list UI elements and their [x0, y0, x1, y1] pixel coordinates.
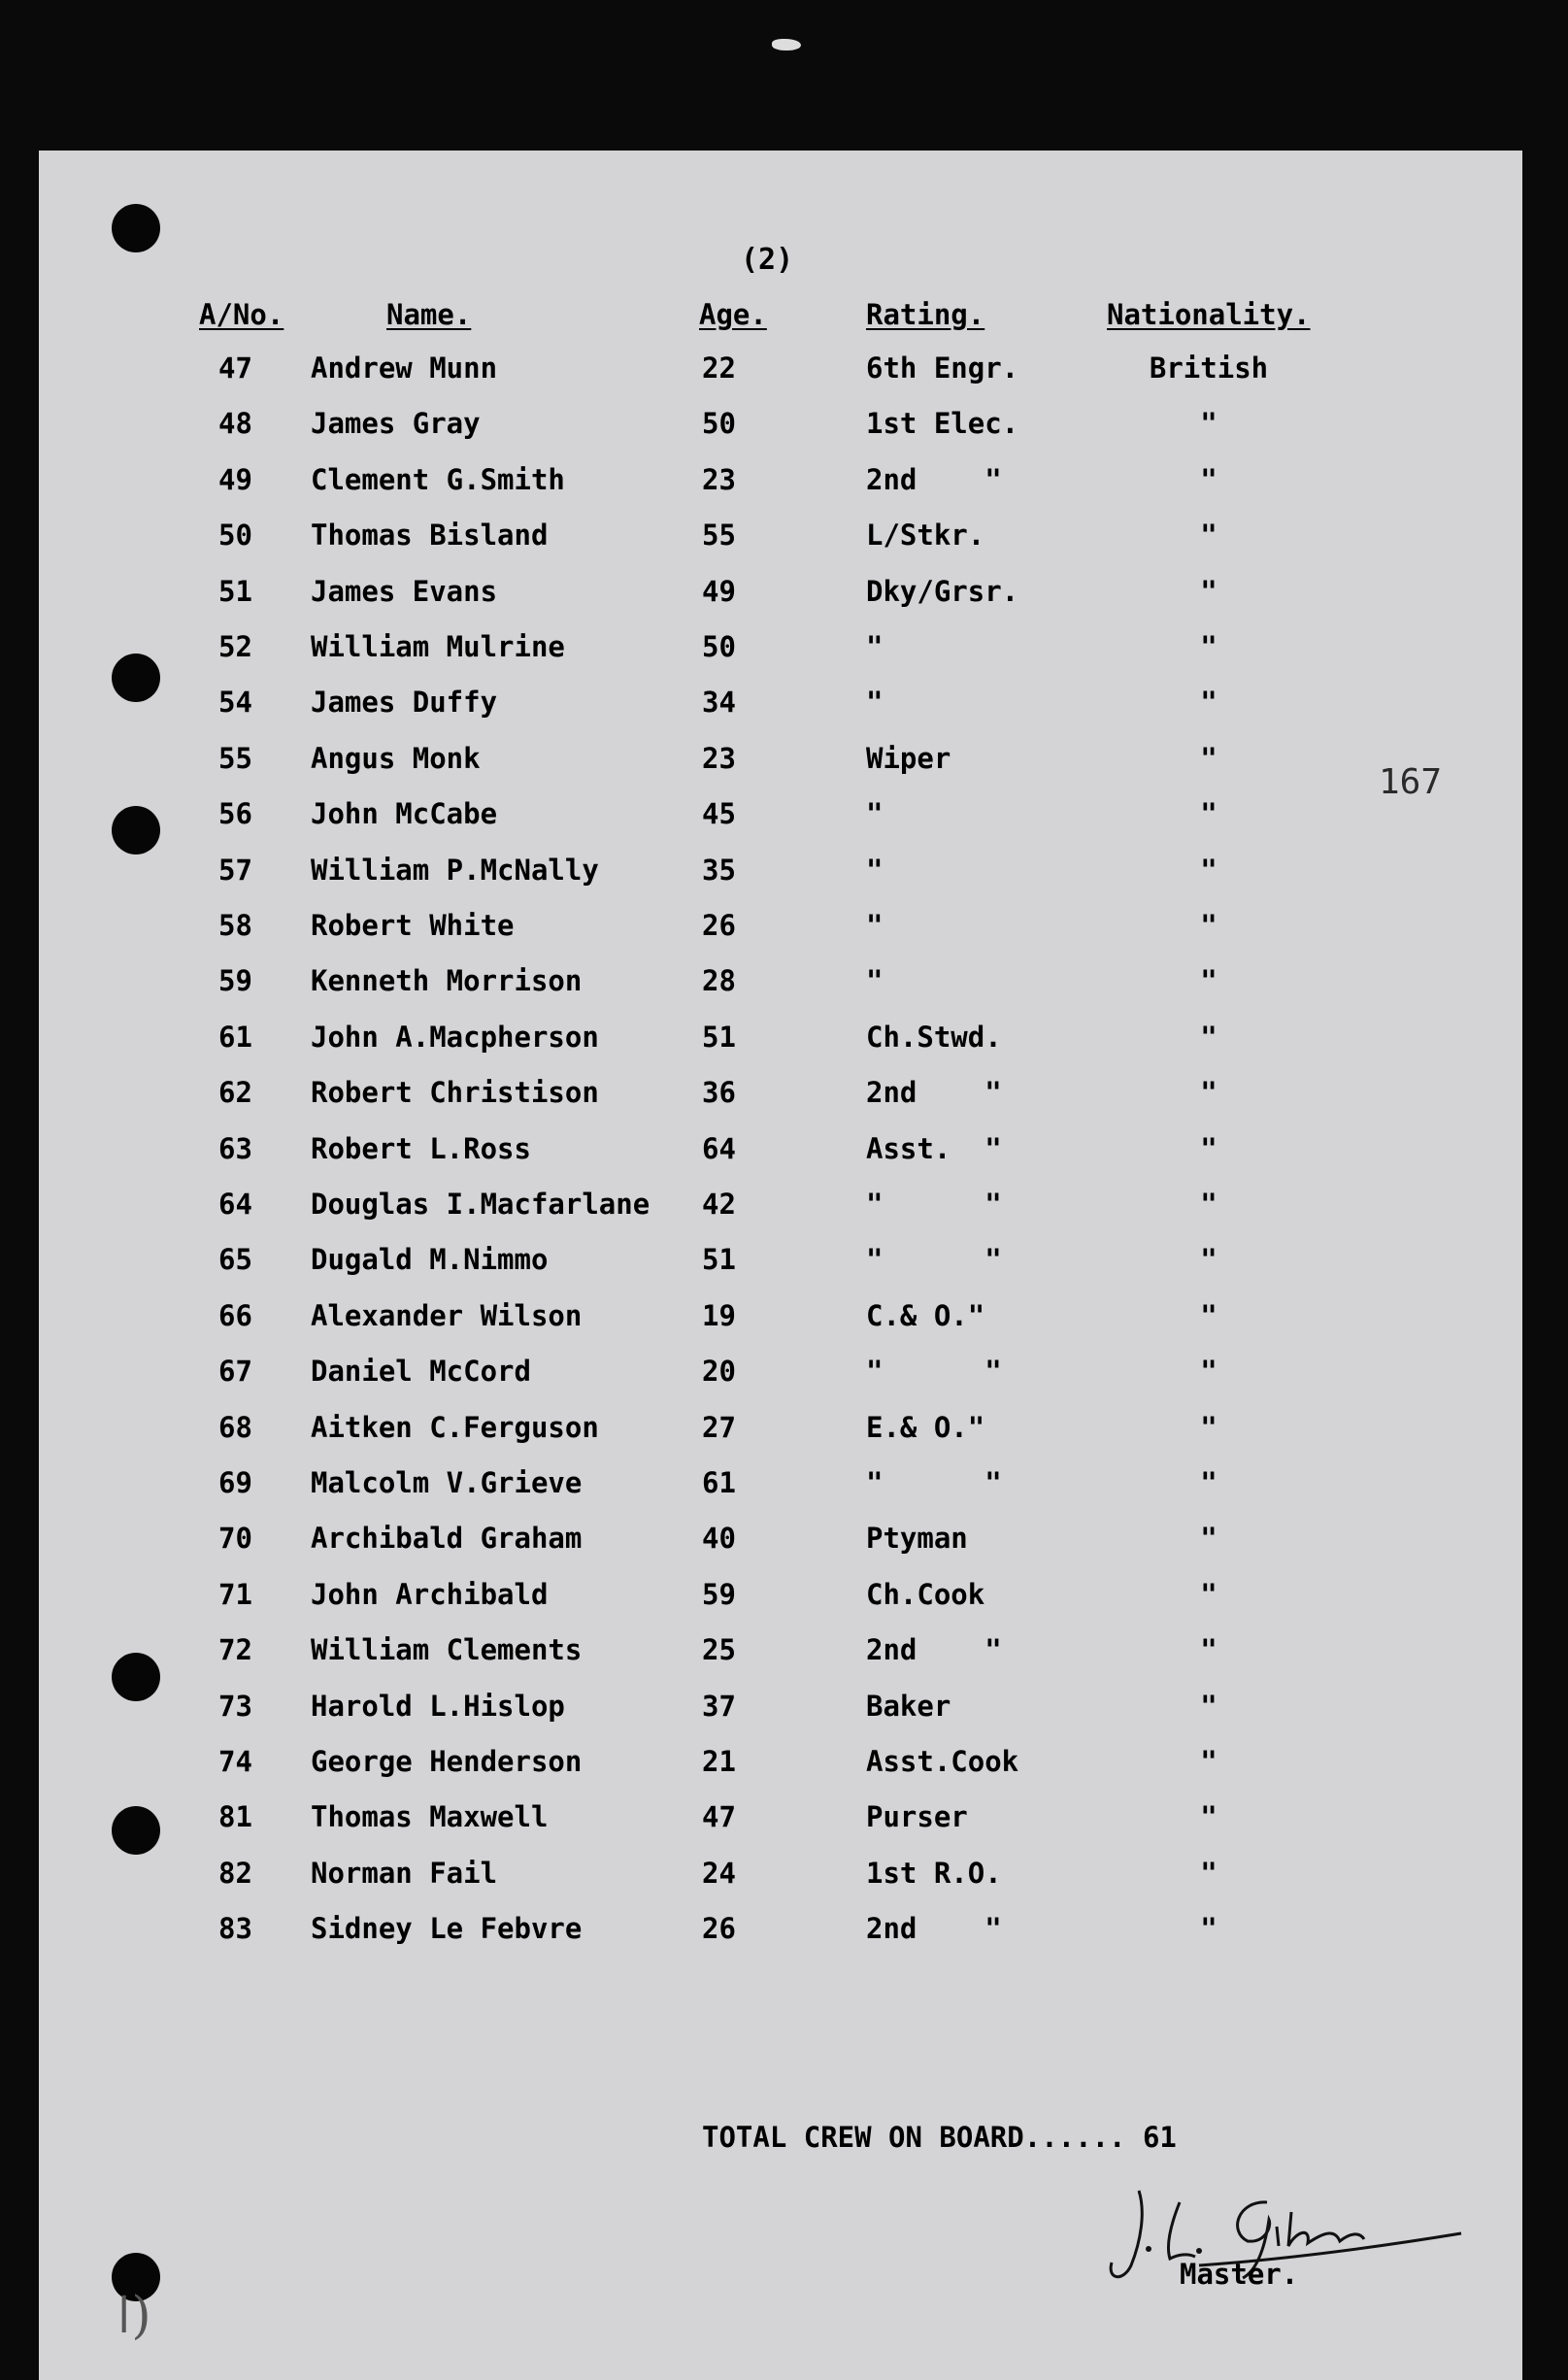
crew-rating: "	[866, 686, 884, 720]
crew-number: 64	[218, 1188, 252, 1221]
crew-name: Clement G.Smith	[311, 462, 565, 496]
table-row	[0, 686, 1568, 724]
crew-age: 37	[702, 1689, 736, 1723]
crew-rating: L/Stkr.	[866, 519, 985, 553]
crew-age: 26	[702, 1912, 736, 1946]
page-number: (2)	[741, 243, 794, 277]
crew-age: 26	[702, 909, 736, 942]
crew-number: 57	[218, 853, 252, 887]
table-row	[0, 1299, 1568, 1338]
crew-age: 19	[702, 1298, 736, 1332]
crew-age: 45	[702, 797, 736, 831]
crew-nationality: "	[1200, 853, 1218, 887]
corner-mark: ǀ)	[117, 2287, 151, 2345]
crew-age: 22	[702, 352, 736, 385]
crew-number: 52	[218, 630, 252, 663]
crew-nationality: "	[1200, 519, 1218, 553]
table-row	[0, 352, 1568, 390]
table-row	[0, 1857, 1568, 1895]
crew-number: 55	[218, 741, 252, 775]
crew-rating: " "	[866, 1188, 1002, 1221]
table-row	[0, 1355, 1568, 1393]
crew-rating: 1st Elec.	[866, 407, 1019, 441]
crew-rating: C.& O."	[866, 1298, 985, 1332]
crew-name: Angus Monk	[311, 741, 481, 775]
crew-number: 69	[218, 1466, 252, 1499]
crew-number: 51	[218, 574, 252, 608]
crew-nationality: "	[1200, 1912, 1218, 1946]
crew-number: 56	[218, 797, 252, 831]
table-row	[0, 964, 1568, 1003]
crew-nationality: "	[1200, 686, 1218, 720]
crew-nationality: "	[1200, 1633, 1218, 1667]
crew-age: 27	[702, 1410, 736, 1444]
crew-age: 51	[702, 1243, 736, 1277]
crew-nationality: "	[1200, 1410, 1218, 1444]
table-row	[0, 797, 1568, 836]
crew-name: Norman Fail	[311, 1856, 498, 1890]
crew-age: 24	[702, 1856, 736, 1890]
table-row	[0, 1800, 1568, 1839]
crew-nationality: "	[1200, 741, 1218, 775]
crew-name: Robert White	[311, 909, 515, 942]
table-row	[0, 1411, 1568, 1450]
crew-number: 73	[218, 1689, 252, 1723]
crew-age: 20	[702, 1355, 736, 1389]
crew-number: 74	[218, 1745, 252, 1778]
crew-nationality: "	[1200, 1131, 1218, 1165]
crew-number: 66	[218, 1298, 252, 1332]
crew-rating: Ch.Cook	[866, 1577, 985, 1611]
crew-nationality: "	[1200, 574, 1218, 608]
crew-name: John A.Macpherson	[311, 1020, 599, 1054]
table-row	[0, 1466, 1568, 1505]
crew-rating: " "	[866, 1355, 1002, 1389]
crew-name: Thomas Bisland	[311, 519, 549, 553]
crew-nationality: "	[1200, 1522, 1218, 1556]
table-row	[0, 854, 1568, 892]
crew-name: Alexander Wilson	[311, 1298, 583, 1332]
crew-name: Robert L.Ross	[311, 1131, 531, 1165]
crew-number: 59	[218, 964, 252, 998]
crew-nationality: "	[1200, 1800, 1218, 1834]
table-row	[0, 1578, 1568, 1617]
crew-age: 55	[702, 519, 736, 553]
total-crew: TOTAL CREW ON BOARD...... 61	[702, 2121, 1177, 2154]
crew-number: 48	[218, 407, 252, 441]
crew-number: 82	[218, 1856, 252, 1890]
crew-number: 49	[218, 462, 252, 496]
crew-nationality: "	[1200, 909, 1218, 942]
crew-name: Dugald M.Nimmo	[311, 1243, 549, 1277]
table-row	[0, 1188, 1568, 1226]
crew-name: William Clements	[311, 1633, 583, 1667]
crew-rating: 1st R.O.	[866, 1856, 1002, 1890]
crew-age: 25	[702, 1633, 736, 1667]
crew-name: John McCabe	[311, 797, 498, 831]
crew-age: 28	[702, 964, 736, 998]
crew-age: 61	[702, 1466, 736, 1499]
crew-nationality: "	[1200, 1243, 1218, 1277]
header-rating: Rating.	[866, 298, 985, 331]
crew-nationality: "	[1200, 1856, 1218, 1890]
crew-age: 40	[702, 1522, 736, 1556]
crew-name: Malcolm V.Grieve	[311, 1466, 583, 1499]
crew-age: 42	[702, 1188, 736, 1221]
crew-number: 71	[218, 1577, 252, 1611]
crew-name: William Mulrine	[311, 630, 565, 663]
crew-number: 58	[218, 909, 252, 942]
table-row	[0, 519, 1568, 557]
crew-rating: Dky/Grsr.	[866, 574, 1019, 608]
crew-nationality: "	[1200, 407, 1218, 441]
crew-name: James Gray	[311, 407, 481, 441]
crew-name: Thomas Maxwell	[311, 1800, 549, 1834]
crew-number: 68	[218, 1410, 252, 1444]
crew-nationality: British	[1149, 352, 1269, 385]
crew-number: 67	[218, 1355, 252, 1389]
crew-name: Daniel McCord	[311, 1355, 531, 1389]
crew-name: James Duffy	[311, 686, 498, 720]
crew-name: Archibald Graham	[311, 1522, 583, 1556]
crew-rating: Asst. "	[866, 1131, 1002, 1165]
crew-number: 61	[218, 1020, 252, 1054]
crew-number: 81	[218, 1800, 252, 1834]
header-age: Age.	[699, 298, 767, 331]
crew-rating: 6th Engr.	[866, 352, 1019, 385]
table-row	[0, 1690, 1568, 1728]
table-row	[0, 1522, 1568, 1560]
crew-number: 50	[218, 519, 252, 553]
table-header	[0, 298, 1568, 337]
crew-number: 62	[218, 1076, 252, 1110]
crew-age: 64	[702, 1131, 736, 1165]
crew-rating: " "	[866, 1466, 1002, 1499]
crew-number: 63	[218, 1131, 252, 1165]
master-label: Master.	[1180, 2258, 1299, 2291]
header-no: A/No.	[199, 298, 284, 331]
crew-rating: "	[866, 797, 884, 831]
crew-age: 51	[702, 1020, 736, 1054]
crew-rating: 2nd "	[866, 462, 1002, 496]
crew-age: 50	[702, 407, 736, 441]
header-name: Name.	[386, 298, 472, 331]
crew-name: William P.McNally	[311, 853, 599, 887]
crew-nationality: "	[1200, 1020, 1218, 1054]
crew-name: Sidney Le Febvre	[311, 1912, 583, 1946]
crew-rating: Asst.Cook	[866, 1745, 1019, 1778]
table-row	[0, 909, 1568, 948]
crew-name: Douglas I.Macfarlane	[311, 1188, 651, 1221]
crew-rating: Ptyman	[866, 1522, 968, 1556]
crew-nationality: "	[1200, 1689, 1218, 1723]
table-row	[0, 1132, 1568, 1171]
crew-number: 70	[218, 1522, 252, 1556]
crew-name: James Evans	[311, 574, 498, 608]
punch-hole	[112, 204, 160, 252]
crew-name: Aitken C.Ferguson	[311, 1410, 599, 1444]
crew-rating: E.& O."	[866, 1410, 985, 1444]
crew-nationality: "	[1200, 1188, 1218, 1221]
stamp-number: 167	[1379, 762, 1443, 802]
header-nationality: Nationality.	[1107, 298, 1311, 331]
paper-speck	[772, 39, 801, 50]
crew-number: 47	[218, 352, 252, 385]
crew-nationality: "	[1200, 1298, 1218, 1332]
crew-nationality: "	[1200, 1076, 1218, 1110]
crew-rating: "	[866, 909, 884, 942]
crew-nationality: "	[1200, 462, 1218, 496]
table-row	[0, 463, 1568, 502]
table-row	[0, 1745, 1568, 1784]
crew-nationality: "	[1200, 1577, 1218, 1611]
crew-rating: 2nd "	[866, 1076, 1002, 1110]
crew-nationality: "	[1200, 1466, 1218, 1499]
crew-nationality: "	[1200, 797, 1218, 831]
crew-number: 54	[218, 686, 252, 720]
crew-name: George Henderson	[311, 1745, 583, 1778]
crew-age: 23	[702, 462, 736, 496]
crew-number: 83	[218, 1912, 252, 1946]
table-row	[0, 1076, 1568, 1115]
crew-name: Harold L.Hislop	[311, 1689, 565, 1723]
crew-name: Kenneth Morrison	[311, 964, 583, 998]
crew-rating: 2nd "	[866, 1912, 1002, 1946]
table-row	[0, 407, 1568, 446]
table-row	[0, 1912, 1568, 1951]
crew-name: John Archibald	[311, 1577, 549, 1611]
crew-rating: "	[866, 853, 884, 887]
crew-rating: 2nd "	[866, 1633, 1002, 1667]
crew-rating: Wiper	[866, 741, 951, 775]
table-row	[0, 630, 1568, 669]
crew-age: 47	[702, 1800, 736, 1834]
crew-age: 50	[702, 630, 736, 663]
crew-rating: " "	[866, 1243, 1002, 1277]
crew-age: 36	[702, 1076, 736, 1110]
crew-nationality: "	[1200, 630, 1218, 663]
crew-rating: "	[866, 630, 884, 663]
table-row	[0, 742, 1568, 781]
crew-age: 59	[702, 1577, 736, 1611]
crew-rating: Purser	[866, 1800, 968, 1834]
crew-rating: Ch.Stwd.	[866, 1020, 1002, 1054]
table-row	[0, 575, 1568, 614]
crew-age: 23	[702, 741, 736, 775]
crew-number: 65	[218, 1243, 252, 1277]
crew-nationality: "	[1200, 964, 1218, 998]
crew-age: 34	[702, 686, 736, 720]
crew-age: 21	[702, 1745, 736, 1778]
crew-rating: Baker	[866, 1689, 951, 1723]
crew-nationality: "	[1200, 1745, 1218, 1778]
table-row	[0, 1633, 1568, 1672]
table-row	[0, 1021, 1568, 1059]
crew-age: 35	[702, 853, 736, 887]
crew-name: Andrew Munn	[311, 352, 498, 385]
crew-rating: "	[866, 964, 884, 998]
crew-age: 49	[702, 574, 736, 608]
crew-number: 72	[218, 1633, 252, 1667]
table-row	[0, 1243, 1568, 1282]
crew-name: Robert Christison	[311, 1076, 599, 1110]
crew-nationality: "	[1200, 1355, 1218, 1389]
